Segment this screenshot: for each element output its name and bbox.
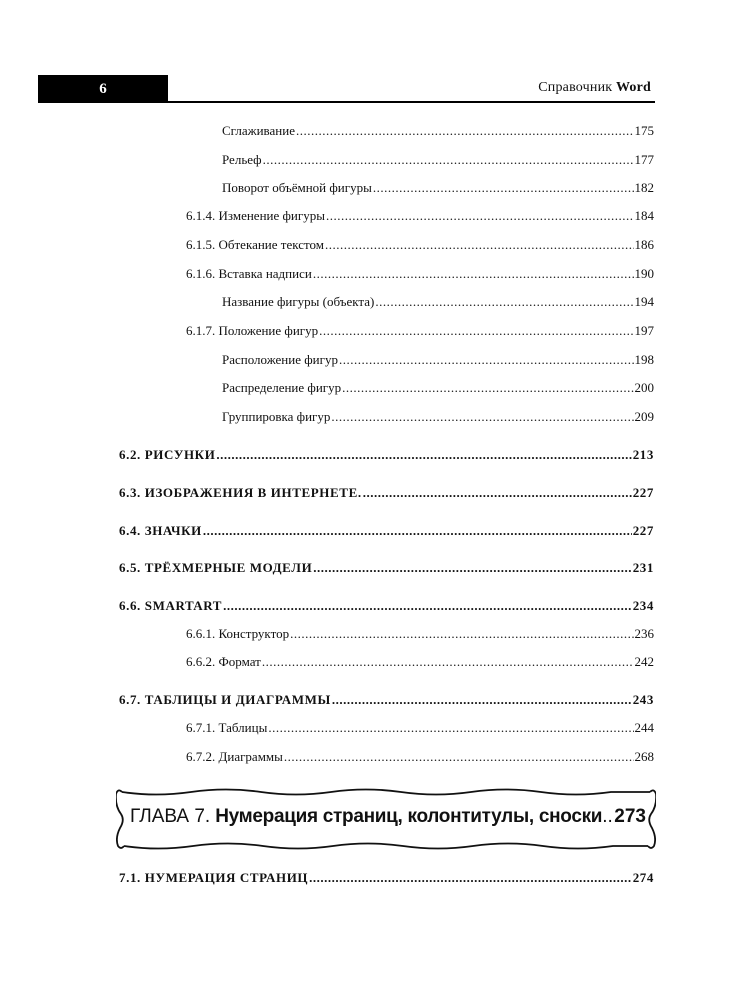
toc-entry-label: Поворот объёмной фигуры	[222, 180, 372, 195]
page-number-block	[38, 75, 168, 103]
toc-entry[interactable]	[186, 653, 654, 671]
dot-leader	[373, 179, 634, 197]
toc-entry-page: 242	[634, 654, 654, 669]
chapter-title: Нумерация страниц, колонтитулы, сноски	[215, 806, 603, 827]
toc-entry-label: Расположение фигур	[222, 352, 338, 367]
toc-entry-page: 227	[632, 485, 654, 500]
toc-entry-label: Группировка фигур	[222, 409, 331, 424]
dot-leader	[319, 322, 633, 340]
dot-leader	[331, 408, 633, 426]
toc-entry[interactable]	[222, 179, 654, 197]
dot-leader	[332, 691, 632, 709]
dot-leader	[216, 446, 631, 464]
dot-leader	[268, 719, 633, 737]
toc-entry-page: 186	[634, 237, 654, 252]
header-rule	[168, 101, 655, 103]
dot-leader	[342, 379, 633, 397]
toc-entry-label: Рельеф	[222, 152, 262, 167]
toc-entry[interactable]	[186, 236, 654, 254]
toc-entry-label: 6.2. РИСУНКИ	[119, 447, 216, 462]
toc-entry-page: 198	[634, 352, 654, 367]
dot-leader	[375, 293, 633, 311]
dot-leader	[309, 869, 632, 887]
toc-section-entry[interactable]	[119, 484, 654, 502]
toc-entry-page: 268	[634, 749, 654, 764]
toc-entry-page: 244	[634, 720, 654, 735]
toc-entry-page: 194	[634, 294, 654, 309]
dot-leader	[296, 122, 634, 140]
toc-section-entry[interactable]	[119, 869, 654, 887]
toc-entry-page: 190	[634, 266, 654, 281]
toc-entry-page: 177	[634, 152, 654, 167]
toc-entry-page: 234	[632, 598, 654, 613]
toc-entry[interactable]	[186, 322, 654, 340]
toc-entry-label: Название фигуры (объекта)	[222, 294, 375, 309]
dot-leader	[313, 559, 631, 577]
toc-entry-page: 197	[634, 323, 654, 338]
toc-entry-page: 227	[632, 523, 654, 538]
toc-entry-page: 231	[632, 560, 654, 575]
toc-entry-label: 6.6. SMARTART	[119, 598, 223, 613]
toc-entry[interactable]	[186, 625, 654, 643]
toc-section-entry[interactable]	[119, 559, 654, 577]
toc-entry-label: 6.1.7. Положение фигур	[186, 323, 319, 338]
toc-entry-page: 209	[634, 409, 654, 424]
toc-section-entry[interactable]	[119, 597, 654, 615]
toc-entry-label: Распределение фигур	[222, 380, 342, 395]
toc-entry[interactable]	[186, 719, 654, 737]
toc-entry[interactable]	[186, 265, 654, 283]
toc-entry-label: 6.5. ТРЁХМЕРНЫЕ МОДЕЛИ	[119, 560, 313, 575]
toc-entry[interactable]	[222, 122, 654, 140]
toc-entry-page: 182	[634, 180, 654, 195]
running-title-bold: Word	[615, 80, 651, 95]
toc-entry[interactable]	[222, 293, 654, 311]
toc-entry-label: 6.7.2. Диаграммы	[186, 749, 283, 764]
toc-entry-page: 236	[634, 626, 654, 641]
running-title	[538, 80, 651, 96]
chapter-prefix: ГЛАВА 7.	[130, 806, 211, 827]
toc-entry-page: 184	[634, 208, 654, 223]
dot-leader	[602, 806, 614, 828]
page-number: 6	[99, 80, 107, 97]
toc-entry-page: 243	[632, 692, 654, 707]
toc-entry-page: 213	[632, 447, 654, 462]
running-title-regular: Справочник	[538, 80, 613, 95]
toc-entry[interactable]	[222, 408, 654, 426]
toc-entry[interactable]	[222, 351, 654, 369]
chapter-heading[interactable]	[116, 784, 656, 854]
dot-leader	[290, 625, 633, 643]
toc-entry[interactable]	[186, 748, 654, 766]
dot-leader	[339, 351, 634, 369]
dot-leader	[203, 522, 632, 540]
dot-leader	[263, 151, 634, 169]
dot-leader	[262, 653, 634, 671]
chapter-title-line	[130, 806, 646, 828]
toc-entry-label: 6.1.5. Обтекание текстом	[186, 237, 324, 252]
toc-entry[interactable]	[222, 151, 654, 169]
toc-entry-label: 7.1. НУМЕРАЦИЯ СТРАНИЦ	[119, 870, 309, 885]
toc-entry-label: 6.1.4. Изменение фигуры	[186, 208, 325, 223]
toc-entry-label: 6.6.2. Формат	[186, 654, 261, 669]
toc-entry-page: 175	[634, 123, 654, 138]
toc-entry-label: Сглаживание	[222, 123, 295, 138]
dot-leader	[325, 236, 634, 254]
toc-section-entry[interactable]	[119, 522, 654, 540]
toc-entry-label: 6.1.6. Вставка надписи	[186, 266, 312, 281]
toc-entry[interactable]	[222, 379, 654, 397]
toc-entry-label: 6.7. ТАБЛИЦЫ И ДИАГРАММЫ	[119, 692, 331, 707]
toc-entry-label: 6.7.1. Таблицы	[186, 720, 268, 735]
toc-section-entry[interactable]	[119, 446, 654, 464]
dot-leader	[363, 484, 632, 502]
dot-leader	[284, 748, 634, 766]
dot-leader	[223, 597, 632, 615]
toc-entry-label: 6.4. ЗНАЧКИ	[119, 523, 202, 538]
toc-entry-page: 274	[632, 870, 654, 885]
dot-leader	[326, 207, 634, 225]
toc-entry-label: 6.6.1. Конструктор	[186, 626, 290, 641]
dot-leader	[313, 265, 634, 283]
page-header	[38, 75, 655, 103]
toc-entry[interactable]	[186, 207, 654, 225]
chapter-page: 273	[614, 806, 646, 827]
toc-section-entry[interactable]	[119, 691, 654, 709]
toc-entry-page: 200	[634, 380, 654, 395]
toc-entry-label: 6.3. ИЗОБРАЖЕНИЯ В ИНТЕРНЕТЕ.	[119, 485, 362, 500]
